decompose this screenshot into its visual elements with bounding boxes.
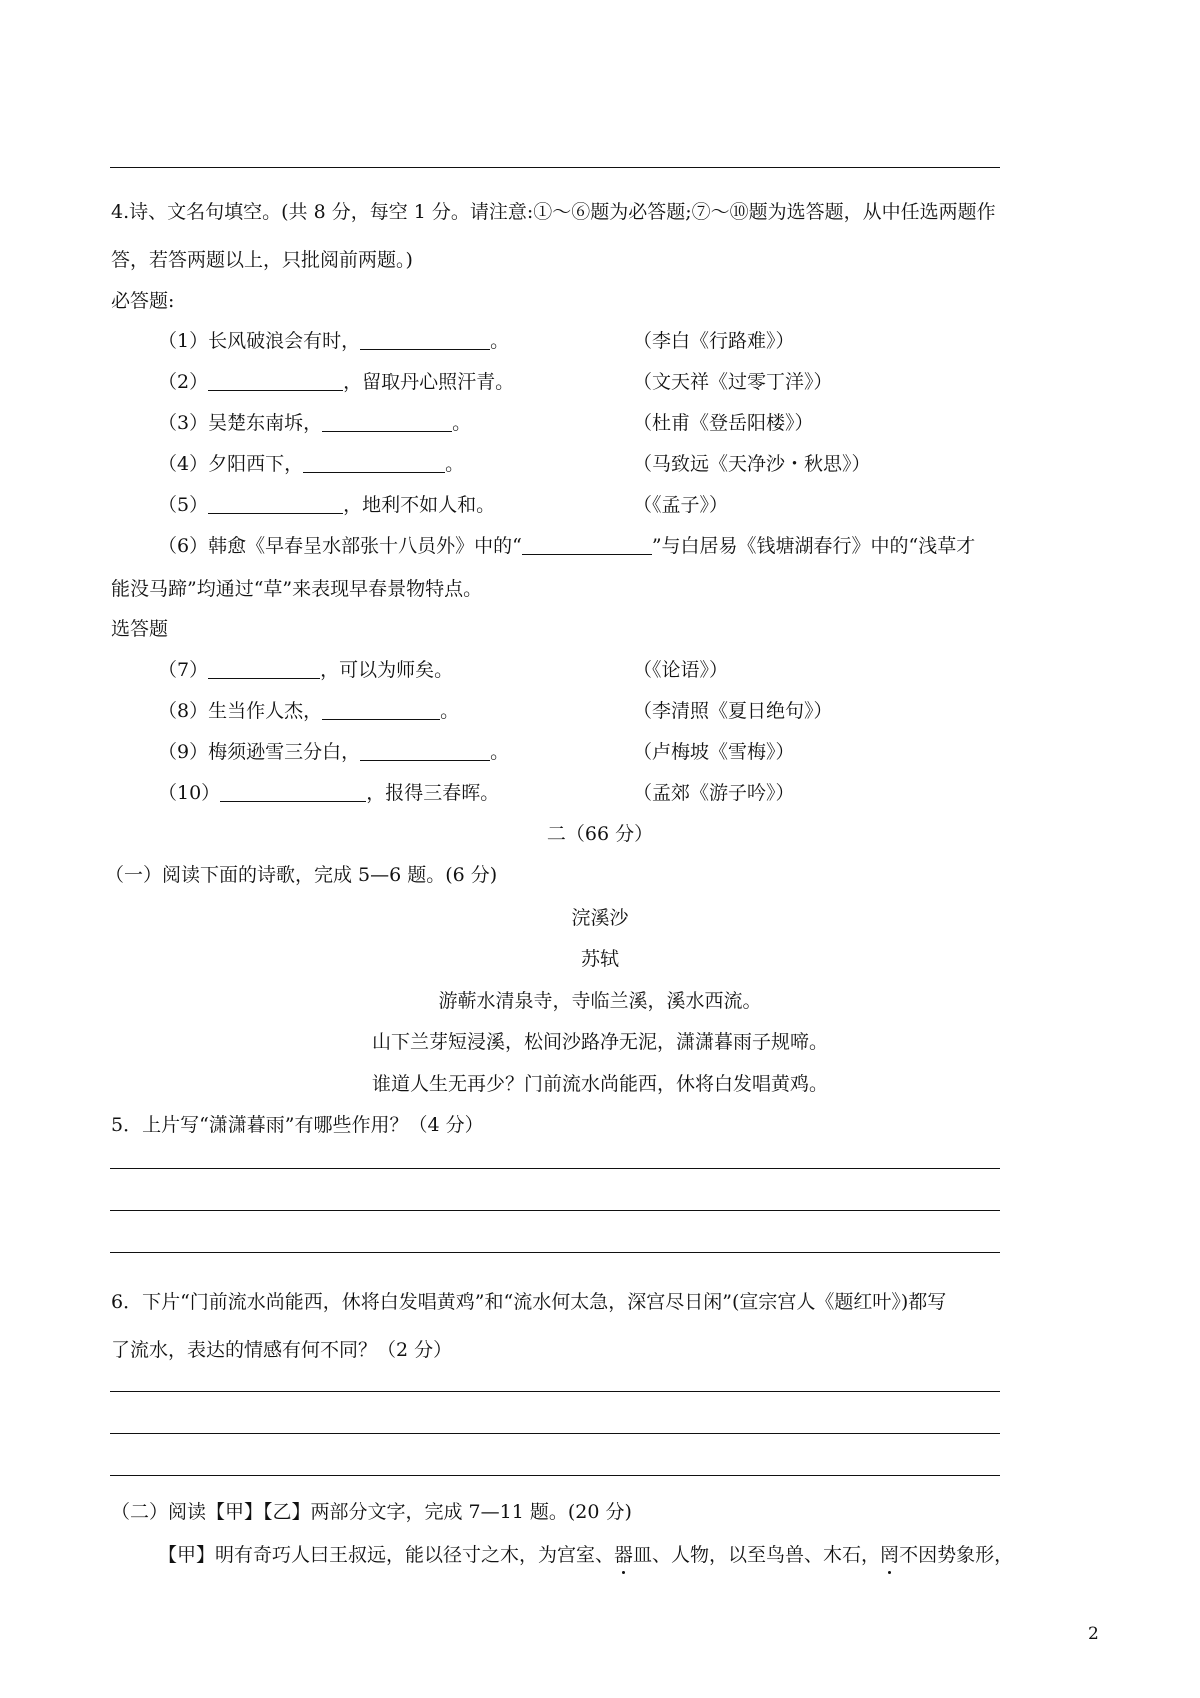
fill-item-1 [158,326,509,353]
item-number: （9） [158,741,209,763]
item-text-before: 吴楚东南坼， [208,412,323,434]
item-source: （李清照《夏日绝句》） [633,700,833,722]
fill-item-10 [158,778,499,805]
fill-item-8 [158,696,459,723]
answer-line [110,1210,1000,1211]
item-text-before: 生当作人杰， [208,700,323,722]
poem-title: 浣溪沙 [571,907,629,929]
answer-blank[interactable] [220,781,366,802]
item-number: （7） [158,659,209,681]
answer-blank[interactable] [208,493,343,514]
emphasis-char: 器 [614,1544,634,1566]
answer-line [110,1391,1000,1392]
emphasis-char: 罔 [880,1544,900,1566]
item-number: （8） [158,700,209,722]
item-text-before: 长风破浪会有时， [208,330,361,352]
answer-blank[interactable] [360,329,490,350]
answer-blank[interactable] [208,658,320,679]
item-source: （李白《行路难》） [633,330,795,352]
fill-item-5 [158,490,495,517]
page-number: 2 [1088,1624,1099,1644]
item-text-before: （6）韩愈《早春呈水部张十八员外》中的“ [158,535,522,557]
question-5: 5．上片写“潇潇暮雨”有哪些作用？（4 分） [111,1114,484,1136]
poem-line: 山下兰芽短浸溪，松间沙路净无泥，潇潇暮雨子规啼。 [371,1031,828,1053]
q4-intro-line2: 答，若答两题以上，只批阅前两题。) [111,249,413,271]
passage-text: 【甲】明有奇巧人曰王叔远，能以径寸之木，为宫室、 [158,1544,615,1566]
optional-heading: 选答题 [111,618,169,640]
item-number: （2） [158,371,209,393]
item-number: （4） [158,453,209,475]
fill-item-6-line1 [158,531,975,558]
answer-line [110,167,1000,168]
item-text-after: ”与白居易《钱塘湖春行》中的“浅草才 [651,535,976,557]
answer-blank[interactable] [522,534,652,555]
poem-line: 游蕲水清泉寺，寺临兰溪，溪水西流。 [438,990,762,1012]
item-source: （杜甫《登岳阳楼》） [633,412,814,434]
passage-text: 皿、人物，以至鸟兽、木石， [633,1544,881,1566]
passage-jia [158,1540,1013,1567]
answer-line [110,1433,1000,1434]
poem-author: 苏轼 [580,948,619,970]
item-source: （马致远《天净沙・秋思》） [633,453,871,475]
part1-intro: （一）阅读下面的诗歌，完成 5—6 题。(6 分) [105,864,498,886]
item-text-after: ，留取丹心照汗青。 [343,371,515,393]
item-number: （5） [158,494,209,516]
answer-blank[interactable] [322,411,452,432]
item-text-after: ，地利不如人和。 [343,494,496,516]
item-source: （孟郊《游子吟》） [633,782,795,804]
answer-line [110,1475,1000,1476]
item-text-after: ，报得三春晖。 [366,782,500,804]
answer-line [110,1252,1000,1253]
fill-item-2 [158,367,514,394]
item-text-after: 。 [490,741,510,763]
item-text-before: 梅须逊雪三分白， [208,741,361,763]
item-text-after: 。 [445,453,465,475]
q4-intro-line1: 4.诗、文名句填空。(共 8 分，每空 1 分。请注意:①～⑥题为必答题;⑦～⑩题为选答题，从中任选两题作 [111,201,996,223]
poem-line: 谁道人生无再少？门前流水尚能西，休将白发唱黄鸡。 [371,1073,828,1095]
fill-item-4 [158,449,464,476]
answer-blank[interactable] [360,740,490,761]
item-source: （文天祥《过零丁洋》） [633,371,833,393]
item-text-after: 。 [490,330,510,352]
answer-blank[interactable] [322,699,440,720]
fill-item-7 [158,655,453,682]
item-text-after: 。 [452,412,472,434]
passage-text: 不因势象形， [899,1544,1014,1566]
item-text-after: 。 [440,700,460,722]
answer-blank[interactable] [303,452,445,473]
item-number: （1） [158,330,209,352]
question-6-line1: 6．下片“门前流水尚能西，休将白发唱黄鸡”和“流水何太急，深宫尽日闲”(宣宗宫人《题红叶》)都写 [111,1291,947,1313]
item-text-before: 夕阳西下， [208,453,304,475]
item-text-after: ，可以为师矣。 [320,659,454,681]
answer-blank[interactable] [208,370,343,391]
question-6-line2: 了流水，表达的情感有何不同？（2 分） [111,1339,453,1361]
fill-item-6-line2: 能没马蹄”均通过“草”来表现早春景物特点。 [111,578,483,600]
item-source: （《论语》） [633,659,729,681]
required-heading: 必答题: [111,290,175,312]
item-source: （《孟子》） [633,494,729,516]
answer-line [110,1168,1000,1169]
item-source: （卢梅坡《雪梅》） [633,741,795,763]
item-number: （10） [158,782,221,804]
section-heading: 二（66 分） [546,823,654,845]
fill-item-3 [158,408,471,435]
item-number: （3） [158,412,209,434]
fill-item-9 [158,737,509,764]
part2-intro: （二）阅读【甲】【乙】两部分文字，完成 7—11 题。(20 分) [111,1501,632,1523]
